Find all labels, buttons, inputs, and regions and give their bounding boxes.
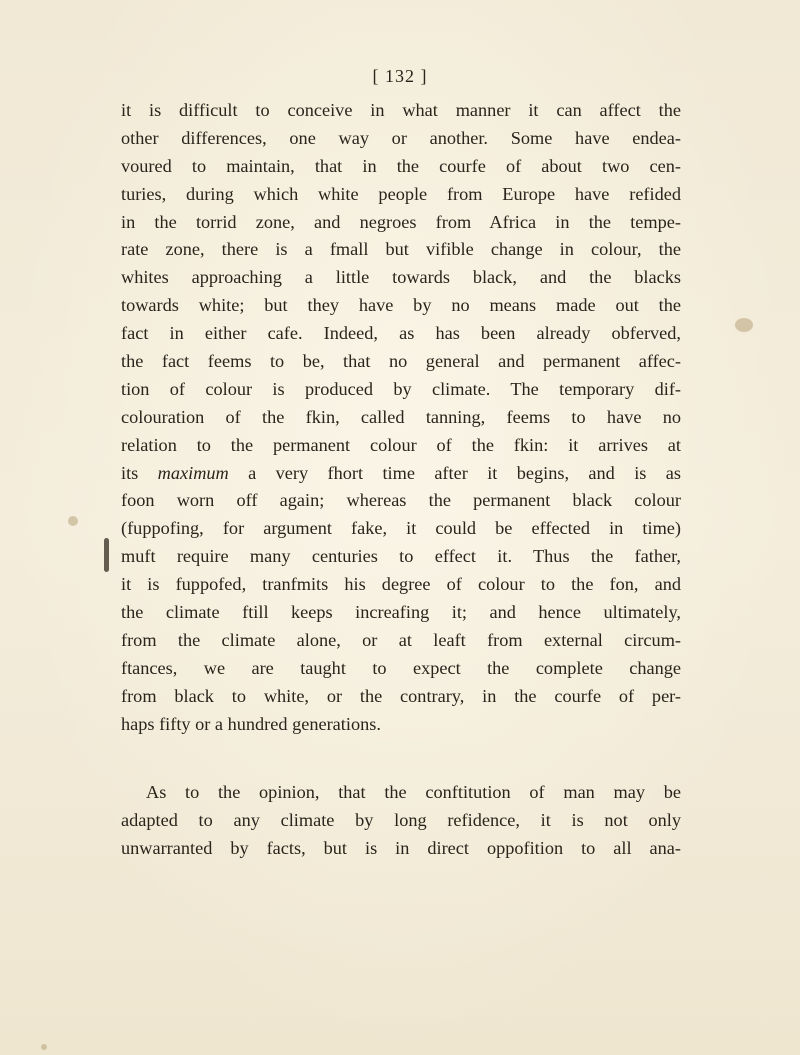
text-line: muft require many centuries to effect it. Thus the father, [121,546,681,567]
text-line: foon worn off again; whereas the permanent black colour [121,490,681,511]
paragraph-gap [121,738,681,779]
text-line: other differences, one way or another. Some have endea- [121,127,681,148]
text-line: turies, during which white people from Europe have refided [121,183,681,204]
line-part: a very fhort time after it begins, and is as [228,462,682,483]
text-line: tion of colour is produced by climate. The temporary dif- [121,378,681,399]
text-line: relation to the permanent colour of the fkin: it arrives at [121,434,681,455]
text-line: the fact feems to be, that no general and permanent affec- [121,351,681,372]
line-part: its [121,462,158,483]
text-line: in the torrid zone, and negroes from Africa in the tempe- [121,211,681,232]
body-text [121,97,681,863]
text-line: (fuppofing, for argument fake, it could be effected in time) [121,518,681,539]
paper-stain [41,1044,47,1050]
text-line: from the climate alone, or at leaft from external circum- [121,629,681,650]
text-line: fact in either cafe. Indeed, as has been already obferved, [121,323,681,344]
text-line: towards white; but they have by no means made out the [121,295,681,316]
page-number: [ 132 ] [372,66,428,86]
text-line: colouration of the fkin, called tanning, feems to have no [121,406,681,427]
text-line: rate zone, there is a fmall but vifible change in colour, the [121,239,681,260]
text-line: ftances, we are taught to expect the complete change [121,657,681,678]
text-line: the climate ftill keeps increafing it; and hence ultimately, [121,602,681,623]
paper-stain [104,538,109,572]
text-line: from black to white, or the contrary, in the courfe of per- [121,685,681,706]
italic-word: maximum [157,462,229,483]
paper-stain [68,516,78,526]
text-line: it is difficult to conceive in what manner it can affect the [121,100,681,120]
text-line: As to the opinion, that the conftitution of man may be [146,782,681,803]
paper-stain [735,318,753,332]
text-line: unwarranted by facts, but is in direct oppofition to all ana- [121,838,681,859]
text-line: whites approaching a little towards black, and the blacks [121,267,681,288]
text-line: adapted to any climate by long refidence, it is not only [121,810,681,831]
text-line: voured to maintain, that in the courfe of about two cen- [121,155,681,176]
text-line: haps fifty or a hundred generations. [121,713,381,734]
text-line-with-italic [121,460,681,488]
text-line: it is fuppofed, tranfmits his degree of colour to the fon, and [121,574,681,595]
